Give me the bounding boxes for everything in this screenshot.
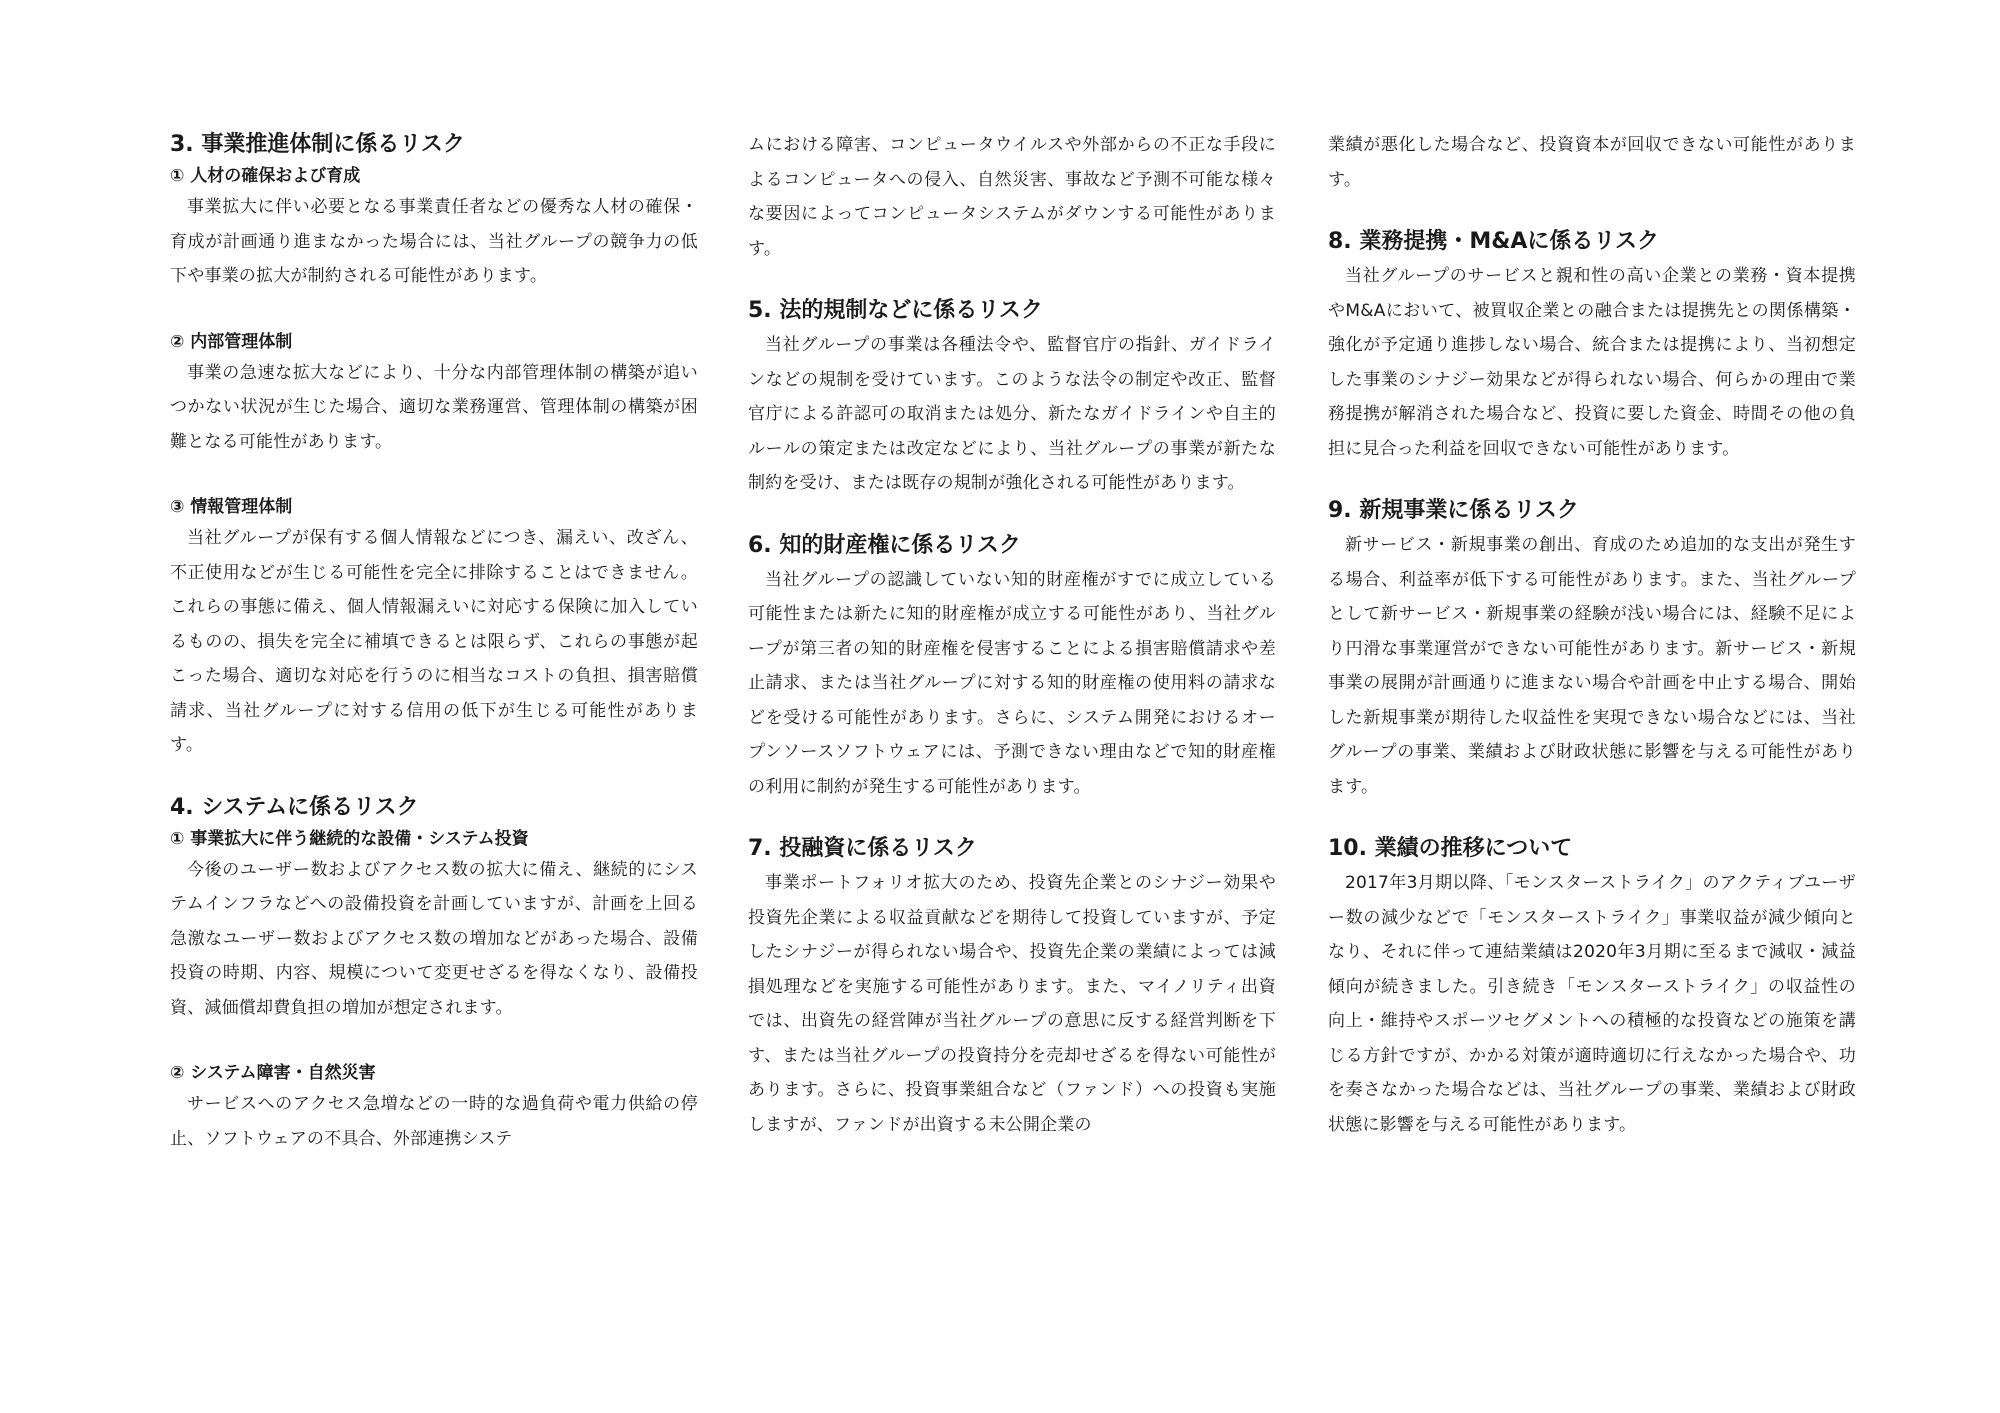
section-10-body: 2017年3月期以降、「モンスターストライク」のアクティブユーザー数の減少などで「モンスターストライク」事業収益が減少傾向となり、それに伴って連結業績は2020年3月期に至るまで減収・減益傾向が続きました。引き続き「モンスターストライク」の収益性の向上・維持やスポーツセグメントへの積極的な投資などの施策を講じる方針ですが、かかる対策が適時適切に行えなかった場合や、功を奏さなかった場合などは、当社グループの事業、業績および財政状態に影響を与える可能性があります。 [1328, 873, 1856, 1135]
section-3-item-3-body: 当社グループが保有する個人情報などにつき、漏えい、改ざん、不正使用などが生じる可能性を完全に排除することはできません。これらの事態に備え、個人情報漏えいに対応する保険に加入しているものの、損失を完全に補填できるとは限らず、これらの事態が起こった場合、適切な対応を行うのに相当なコストの負担、損害賠償請求、当社グループに対する信用の低下が生じる可能性があります。 [170, 528, 698, 755]
section-8-body: 当社グループのサービスと親和性の高い企業との業務・資本提携やM&Aにおいて、被買収企業との融合または提携先との関係構築・強化が予定通り進捗しない場合、統合または提携により、当初想定した事業のシナジー効果などが得られない場合、何らかの理由で業務提携が解消された場合など、投資に要した資金、時間その他の負担に見合った利益を回収できない可能性があります。 [1328, 266, 1856, 459]
column-1 [170, 128, 698, 1156]
column-3 [1328, 128, 1856, 1142]
section-5-body: 当社グループの事業は各種法令や、監督官庁の指針、ガイドラインなどの規制を受けています。このような法令の制定や改正、監督官庁による許認可の取消または処分、新たなガイドラインや自主的ルールの策定または改定などにより、当社グループの事業が新たな制約を受け、または既存の規制が強化される可能性があります。 [748, 335, 1276, 493]
section-5-title: 5. 法的規制などに係るリスク [748, 298, 1043, 323]
section-3-title: 3. 事業推進体制に係るリスク [170, 132, 465, 157]
section-8-title: 8. 業務提携・M&Aに係るリスク [1328, 229, 1659, 254]
section-7-body-continued: 業績が悪化した場合など、投資資本が回収できない可能性があります。 [1328, 135, 1856, 190]
section-3-item-2-body: 事業の急速な拡大などにより、十分な内部管理体制の構築が追いつかない状況が生じた場合、適切な業務運営、管理体制の構築が困難となる可能性があります。 [170, 362, 698, 452]
section-9-body: 新サービス・新規事業の創出、育成のため追加的な支出が発生する場合、利益率が低下する可能性があります。また、当社グループとして新サービス・新規事業の経験が浅い場合には、経験不足により円滑な事業運営ができない可能性があります。新サービス・新規事業の展開が計画通りに進まない場合や計画を中止する場合、開始した新規事業が期待した収益性を実現できない場合などには、当社グループの事業、業績および財政状態に影響を与える可能性があります。 [1328, 535, 1856, 797]
section-4-item-2-body-continued: ムにおける障害、コンピュータウイルスや外部からの不正な手段によるコンピュータへの侵入、自然災害、事故など予測不可能な様々な要因によってコンピュータシステムがダウンする可能性があります。 [748, 135, 1276, 259]
section-7-body: 事業ポートフォリオ拡大のため、投資先企業とのシナジー効果や投資先企業による収益貢献などを期待して投資していますが、予定したシナジーが得られない場合や、投資先企業の業績によっては減損処理などを実施する可能性があります。また、マイノリティ出資では、出資先の経営陣が当社グループの意思に反する経営判断を下す、または当社グループの投資持分を売却せざるを得ない可能性があります。さらに、投資事業組合など（ファンド）への投資も実施しますが、ファンドが出資する未公開企業の [748, 873, 1276, 1135]
section-3-item-1-body: 事業拡大に伴い必要となる事業責任者などの優秀な人材の確保・育成が計画通り進まなかった場合には、当社グループの競争力の低下や事業の拡大が制約される可能性があります。 [170, 197, 698, 286]
section-4-title: 4. システムに係るリスク [170, 794, 419, 820]
section-3-item-1-title: ① 人材の確保および育成 [170, 166, 361, 186]
section-3-item-2-title: ② 内部管理体制 [170, 331, 293, 352]
section-4-item-1-title: ① 事業拡大に伴う継続的な設備・システム投資 [170, 828, 529, 849]
section-7-title: 7. 投融資に係るリスク [748, 836, 977, 861]
column-2 [748, 128, 1276, 1142]
section-6-title: 6. 知的財産権に係るリスク [748, 532, 1021, 558]
section-4-item-2-title: ② システム障害・自然災害 [170, 1063, 376, 1083]
section-4-item-2-body: サービスへのアクセス急増などの一時的な過負荷や電力供給の停止、ソフトウェアの不具合、外部連携システ [170, 1094, 698, 1149]
section-9-title: 9. 新規事業に係るリスク [1328, 498, 1579, 523]
section-3-item-3-title: ③ 情報管理体制 [170, 497, 293, 517]
section-10-title: 10. 業績の推移について [1328, 836, 1573, 861]
section-6-body: 当社グループの認識していない知的財産権がすでに成立している可能性または新たに知的財産権が成立する可能性があり、当社グループが第三者の知的財産権を侵害することによる損害賠償請求や差止請求、または当社グループに対する知的財産権の使用料の請求などを受ける可能性があります。さらに、システム開発におけるオープンソースソフトウェアには、予測できない理由などで知的財産権の利用に制約が発生する可能性があります。 [748, 569, 1276, 797]
section-4-item-1-body: 今後のユーザー数およびアクセス数の拡大に備え、継続的にシステムインフラなどへの設備投資を計画していますが、計画を上回る急激なユーザー数およびアクセス数の増加などがあった場合、設備投資の時期、内容、規模について変更せざるを得なくなり、設備投資、減価償却費負担の増加が想定されます。 [170, 859, 698, 1018]
